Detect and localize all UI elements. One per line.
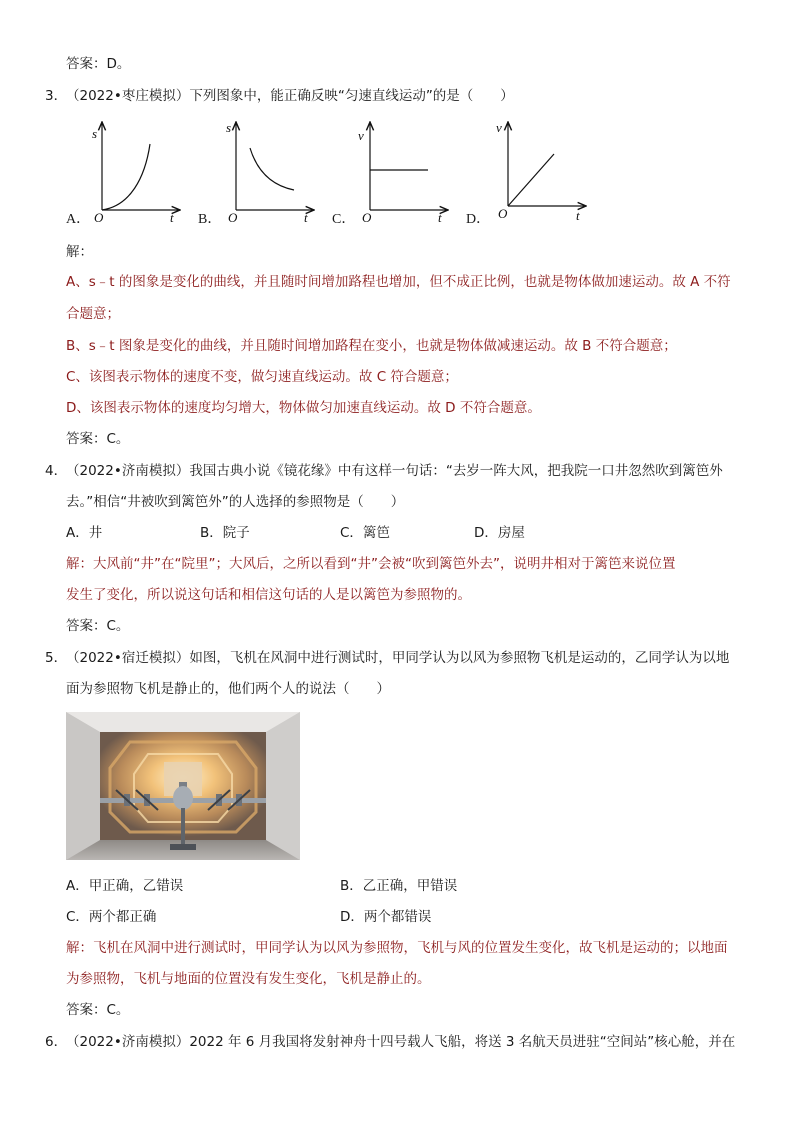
q3-graph-a-origin: O xyxy=(94,210,104,225)
q3-option-a-label: A． xyxy=(66,212,91,227)
q3-graph-d xyxy=(496,118,596,222)
q4-option-a: A．井 xyxy=(66,525,103,541)
q3-curve-a xyxy=(102,144,150,210)
q5-option-d: D．两个都错误 xyxy=(340,909,432,925)
q3-answer: 答案：C。 xyxy=(66,431,130,447)
q3-solution-label: 解： xyxy=(66,244,93,260)
q4-answer: 答案：C。 xyxy=(66,618,130,634)
q3-graph-b-x-axis: t xyxy=(304,210,308,225)
q3-stem: （2022•枣庄模拟）下列图象中，能正确反映“匀速直线运动”的是（ ） xyxy=(66,88,514,104)
q3-option-d-label: D． xyxy=(466,212,491,227)
q3-graph-b-origin: O xyxy=(228,210,238,225)
q4-option-d: D．房屋 xyxy=(474,525,525,541)
q3-solution-line-3: B、s﹣t 图象是变化的曲线，并且随时间增加路程在变小，也就是物体做减速运动。故 B 不符合题意； xyxy=(66,338,677,354)
q3-graph-d-origin: O xyxy=(498,206,508,221)
q3-solution-line-1: A、s﹣t 的图象是变化的曲线，并且随时间增加路程也增加，但不成正比例，也就是物体做加速运动。故 A 不符 xyxy=(66,274,731,290)
q4-option-c: C．篱笆 xyxy=(340,525,390,541)
q4-solution-line-2: 发生了变化，所以说这句话和相信这句话的人是以篱笆为参照物的。 xyxy=(66,587,471,603)
q3-line-d xyxy=(508,154,554,206)
q3-graph-a-y-axis: s xyxy=(92,126,98,141)
q3-graph-c-x-axis: t xyxy=(438,210,442,225)
q5-solution-line-2: 为参照物，飞机与地面的位置没有发生变化，飞机是静止的。 xyxy=(66,971,431,987)
q5-answer: 答案：C。 xyxy=(66,1002,130,1018)
q3-curve-b xyxy=(250,148,294,190)
q4-number: 4． xyxy=(45,463,68,479)
q4-solution-line-1: 解：大风前“井”在“院里”；大风后，之所以看到“井”会被“吹到篱笆外去”，说明井相对于篱笆来说位置 xyxy=(66,556,676,572)
q3-graph-b-y-axis: s xyxy=(226,120,232,135)
q5-option-a: A．甲正确，乙错误 xyxy=(66,878,184,894)
q4-stem-line-2: 去。”相信“井被吹到篱笆外”的人选择的参照物是（ ） xyxy=(66,494,405,510)
q5-option-b: B．乙正确，甲错误 xyxy=(340,878,458,894)
q2-answer: 答案：D。 xyxy=(66,56,131,72)
q3-solution-line-2: 合题意； xyxy=(66,306,120,322)
q5-solution-line-1: 解：飞机在风洞中进行测试时，甲同学认为以风为参照物，飞机与风的位置发生变化，故飞机是运动的；以地面 xyxy=(66,940,728,956)
q4-option-b: B．院子 xyxy=(200,525,250,541)
q3-option-b-label: B． xyxy=(198,212,222,227)
q6-stem: （2022•济南模拟）2022 年 6 月我国将发射神舟十四号载人飞船，将送 3 名航天员进驻“空间站”核心舱，并在 xyxy=(66,1034,736,1050)
q3-solution-line-5: D、该图表示物体的速度均匀增大，物体做匀加速直线运动。故 D 不符合题意。 xyxy=(66,400,541,416)
q5-option-c: C．两个都正确 xyxy=(66,909,157,925)
q5-stem-line-1: （2022•宿迁模拟）如图，飞机在风洞中进行测试时，甲同学认为以风为参照物飞机是运动的，乙同学认为以地 xyxy=(66,650,730,666)
q3-graph-c-origin: O xyxy=(362,210,372,225)
q3-graph-c xyxy=(358,118,458,225)
q6-number: 6． xyxy=(45,1034,68,1050)
q3-graph-a xyxy=(90,118,190,225)
q3-graph-d-y-axis: v xyxy=(496,120,502,135)
q3-graph-b xyxy=(224,118,324,225)
q3-solution-line-4: C、该图表示物体的速度不变，做匀速直线运动。故 C 符合题意； xyxy=(66,369,458,385)
q3-graph-a-x-axis: t xyxy=(170,210,174,225)
q5-stem-line-2: 面为参照物飞机是静止的，他们两个人的说法（ ） xyxy=(66,681,390,697)
wind-tunnel-photo xyxy=(66,712,300,860)
q3-graph-d-x-axis: t xyxy=(576,208,580,223)
q4-stem-line-1: （2022•济南模拟）我国古典小说《镜花缘》中有这样一句话：“去岁一阵大风，把我院一口井忽然吹到篱笆外 xyxy=(66,463,723,479)
q3-graph-c-y-axis: v xyxy=(358,128,364,143)
q3-option-c-label: C． xyxy=(332,212,356,227)
q3-number: 3． xyxy=(45,88,68,104)
q5-number: 5． xyxy=(45,650,68,666)
